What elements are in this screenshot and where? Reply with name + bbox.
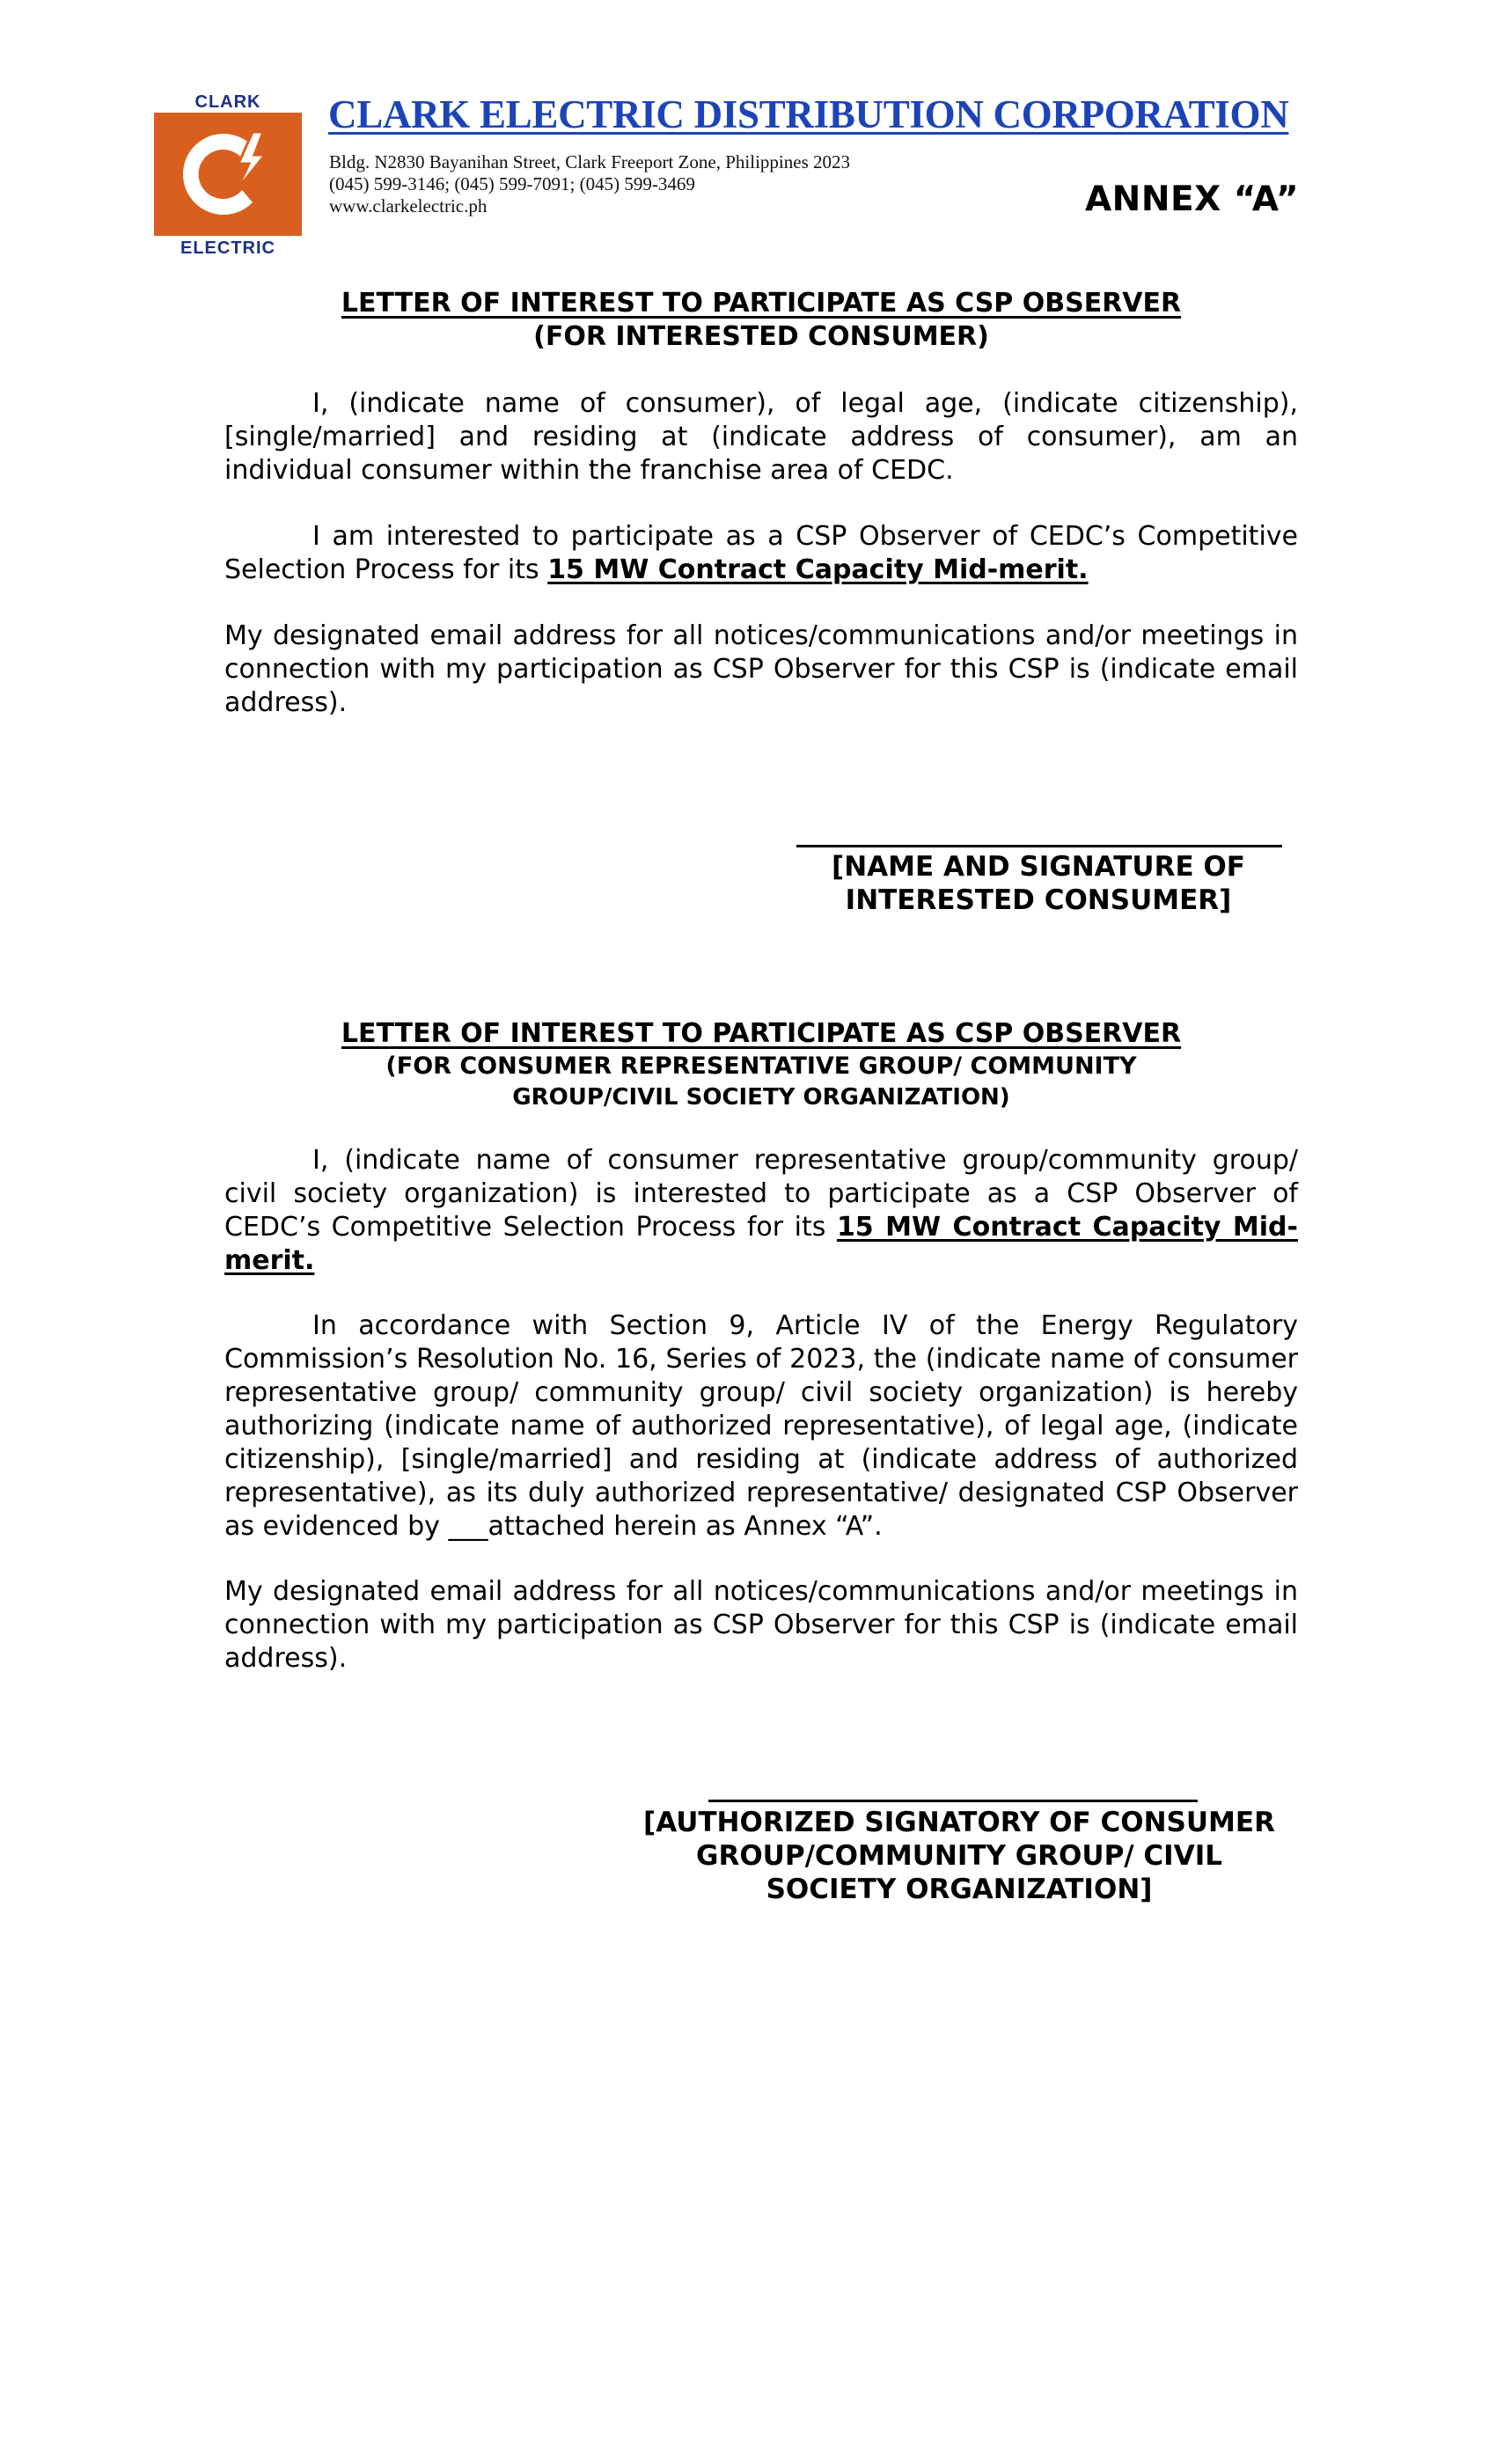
letter2-signature-line <box>708 1800 1198 1802</box>
company-website: www.clarkelectric.ph <box>329 195 488 216</box>
letter1-paragraph-1: I, (indicate name of consumer), of legal age, (indicate citizenship), [single/married] and residing at (indicate address of consumer), am an individual consumer within the franchise area of CEDC. <box>224 388 1298 486</box>
logo-text-top: CLARK <box>194 92 261 112</box>
company-phones: (045) 599-3146; (045) 599-7091; (045) 599-3469 <box>329 173 695 194</box>
letter1-signature-caption: [NAME AND SIGNATURE OF INTERESTED CONSUMER] <box>832 851 1245 916</box>
letter1-title: LETTER OF INTEREST TO PARTICIPATE AS CSP OBSERVER <box>341 288 1182 319</box>
letter1-capacity-emphasis: 15 MW Contract Capacity Mid-merit. <box>547 554 1089 585</box>
letter2-subtitle-1: (FOR CONSUMER REPRESENTATIVE GROUP/ COMMUNITY <box>385 1052 1137 1080</box>
letter2-paragraph-2: In accordance with Section 9, Article IV of the Energy Regulatory Commission’s Resolution No. 16, Series of 2023, the (indicate name of consumer representative group/ community group/ civil society organization) is hereby authorizing (indicate name of authorized representative), of legal age, (indicate citizenship), [single/married] and residing at (indicate address of authorized representative), as its duly authorized representative/ designated CSP Observer as evidenced by ___attached herein as Annex “A”. <box>224 1310 1298 1542</box>
letter1-paragraph-2: I am interested to participate as a CSP Observer of CEDC’s Competitive Selection Process for its 15 MW Contract Capacity Mid-merit. <box>224 521 1298 585</box>
company-logo <box>154 92 302 257</box>
company-name: CLARK ELECTRIC DISTRIBUTION CORPORATION <box>328 92 1289 136</box>
letter2-paragraph-1: I, (indicate name of consumer representative group/community group/ civil society organization) is interested to participate as a CSP Observer of CEDC’s Competitive Selection Process for its 15 MW Contract Capacity Mid-merit. <box>224 1145 1298 1276</box>
company-contact-block <box>329 151 850 217</box>
letter1-heading <box>224 287 1298 354</box>
letter2-paragraph-3: My designated email address for all notices/communications and/or meetings in connection with my participation as CSP Observer for this CSP is (indicate email address). <box>224 1576 1298 1674</box>
letter2-title: LETTER OF INTEREST TO PARTICIPATE AS CSP OBSERVER <box>341 1018 1182 1049</box>
letter2-signature-caption: [AUTHORIZED SIGNATORY OF CONSUMER GROUP/COMMUNITY GROUP/ CIVIL SOCIETY ORGANIZATION] <box>643 1807 1275 1905</box>
letter1-paragraph-3: My designated email address for all notices/communications and/or meetings in connection with my participation as CSP Observer for this CSP is (indicate email address). <box>224 620 1298 718</box>
letter2-capacity-emphasis: 15 MW Contract Capacity Mid-merit. <box>224 1212 1298 1276</box>
letter1-subtitle: (FOR INTERESTED CONSUMER) <box>533 321 989 352</box>
letter2-heading <box>224 1017 1298 1113</box>
letter2-subtitle-2: GROUP/CIVIL SOCIETY ORGANIZATION) <box>512 1084 1010 1111</box>
letter1-signature-line <box>796 845 1282 847</box>
logo-text-bottom: ELECTRIC <box>180 238 275 257</box>
annex-label: ANNEX “A” <box>1085 180 1300 219</box>
company-address: Bldg. N2830 Bayanihan Street, Clark Freeport Zone, Philippines 2023 <box>329 151 850 172</box>
